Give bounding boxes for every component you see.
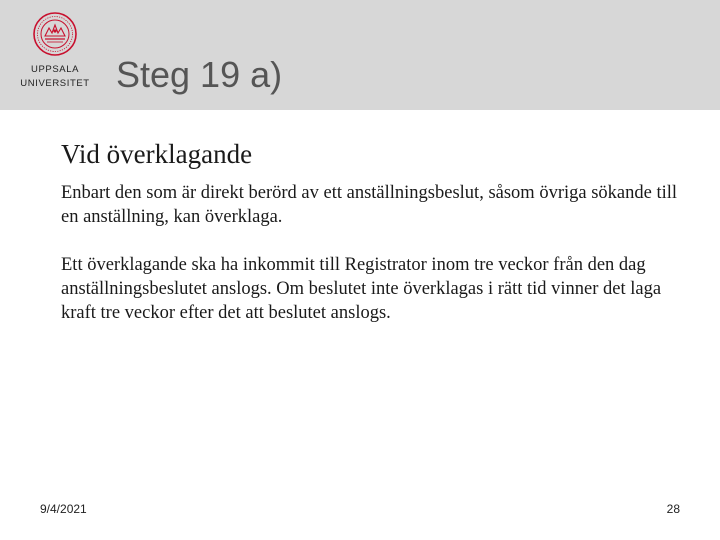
university-logo [14, 12, 96, 96]
section-heading: Vid överklagande [61, 139, 253, 169]
slide-content [61, 137, 681, 325]
footer-date: 9/4/2021 [40, 502, 87, 516]
university-seal-icon [33, 12, 77, 56]
page-number: 28 [666, 502, 680, 516]
slide-title: Steg 19 a) [116, 54, 283, 95]
logo-text-uppsala: UPPSALA [30, 64, 80, 75]
paragraph-deadline: Ett överklagande ska ha inkommit till Registrator inom tre veckor från den dag anställningsbeslutet anslogs. Om beslutet inte överklagas i rätt tid vinner det laga kraft tre veckor efter det att beslutet anslogs. [61, 255, 662, 323]
logo-text-universitet: UNIVERSITET [20, 78, 90, 89]
header-band [0, 0, 720, 110]
paragraph-eligibility: Enbart den som är direkt berörd av ett anställningsbeslut, såsom övriga sökande till en anställning, kan överklaga. [61, 183, 678, 227]
